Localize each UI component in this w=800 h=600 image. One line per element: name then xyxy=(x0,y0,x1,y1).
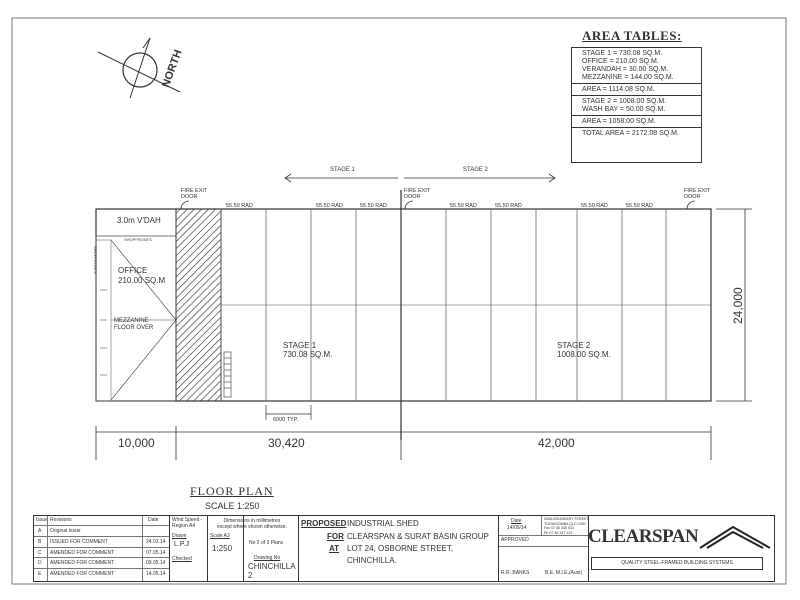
revision-row xyxy=(34,557,169,568)
area-table-line: OFFICE = 210.00 SQ.M. xyxy=(582,58,659,65)
dim-24000: 24,000 xyxy=(731,287,745,324)
area-table-line: MEZZANINE = 144.00 SQ.M. xyxy=(582,74,674,81)
revision-description: ISSUED FOR COMMENT xyxy=(50,538,108,545)
approver-quals: B.E. M.I.E.(Aust) xyxy=(545,570,583,576)
drawing-no-label: Drawing No xyxy=(254,555,281,561)
mezzanine-label: MEZZANINE FLOOR OVER xyxy=(114,318,154,331)
office-label: OFFICE 210.00 SQ.M xyxy=(118,266,166,285)
rad-label: 55.50 RAD xyxy=(495,203,522,209)
shopfronts-label: SHOPFRONTS xyxy=(124,237,152,242)
revision-date: 09.05.14 xyxy=(146,560,166,567)
fire-exit-label: FIRE EXIT DOOR xyxy=(181,188,208,200)
company-tagline: QUALITY STEEL-FRAMED BUILDING SYSTEMS xyxy=(591,557,763,570)
stage1-room-label: STAGE 1 730.08 SQ.M. xyxy=(283,341,333,359)
scale-label: SCALE 1:250 xyxy=(205,501,260,511)
revision-description: Original Issue xyxy=(50,528,81,534)
verandah-label: 3.0m V'DAH xyxy=(117,216,161,225)
approver-name: R.R. BANKS xyxy=(501,570,530,576)
revision-issue: E xyxy=(38,571,42,578)
area-table-line: WASH BAY = 50.00 SQ.M. xyxy=(582,106,666,113)
area-table-block xyxy=(572,96,701,116)
clearspan-logo-text: CLEARSPAN xyxy=(588,526,699,547)
sheet-number: No 2 of 3 Plans xyxy=(249,540,284,546)
revisions-table xyxy=(34,516,169,581)
revision-issue: A xyxy=(38,528,42,534)
area-table-block xyxy=(572,48,701,84)
area-table-line: TOTAL AREA = 2172.08 SQ.M. xyxy=(582,130,679,137)
wind-speed-label: Wind Speed - Region A4 xyxy=(172,517,203,529)
scale-a3-value: 1:250 xyxy=(212,544,233,553)
drawn-label: Drawn xyxy=(172,533,187,539)
portal-lines xyxy=(221,209,711,401)
revision-description: AMENDED FOR COMMENT xyxy=(50,549,115,556)
for-label: FOR xyxy=(327,532,344,541)
revision-issue: C xyxy=(38,549,42,556)
date-value: 14/05/14 xyxy=(507,525,527,531)
area-table-line: STAGE 2 = 1008.00 SQ.M. xyxy=(582,98,667,105)
rad-label: 55.50 RAD xyxy=(226,203,253,209)
revision-row xyxy=(34,525,169,536)
scale-a3-label: Scale A3 xyxy=(210,533,230,539)
north-label: NORTH xyxy=(160,48,185,90)
company-address: 508A BOUNDARY STREET TOOWOOMBA QLD 4350 Fax 07 46 346 531 Ph 07 46 347 122 xyxy=(544,517,589,535)
shopfronts-label: SHOPFRONTS xyxy=(93,246,98,274)
drawing-no-value: CHINCHILLA 2 xyxy=(248,562,296,580)
stage2-span-label: STAGE 2 xyxy=(463,167,488,173)
fire-exit-label: FIRE EXIT DOOR xyxy=(684,188,711,200)
approved-label: APPROVED xyxy=(501,537,529,543)
area-table-block xyxy=(572,84,701,96)
at-value: LOT 24, OSBORNE STREET, xyxy=(347,544,454,553)
at-value-2: CHINCHILLA. xyxy=(347,556,397,565)
area-table xyxy=(571,47,702,163)
revision-date: 14.05.14 xyxy=(146,571,166,578)
dim-30420: 30,420 xyxy=(268,436,305,450)
at-label: AT xyxy=(329,544,340,553)
drawn-value: L.P.J xyxy=(174,541,190,548)
revision-row xyxy=(34,568,169,579)
revision-issue: B xyxy=(38,538,42,545)
area-tables-title: AREA TABLES: xyxy=(582,28,682,43)
revision-row xyxy=(34,547,169,558)
rev-header-issue: Issue xyxy=(36,517,48,523)
rad-label: 55.50 RAD xyxy=(316,203,343,209)
area-table-line: VERANDAH = 30.00 SQ.M. xyxy=(582,66,669,73)
revision-date: 24.03.14 xyxy=(146,538,166,545)
fire-exit-label: FIRE EXIT DOOR xyxy=(404,188,431,200)
rad-label: 55.50 RAD xyxy=(450,203,477,209)
floor-plan-title: FLOOR PLAN xyxy=(190,484,274,498)
rad-label: 55.50 RAD xyxy=(581,203,608,209)
proposed-label: PROPOSED xyxy=(301,519,347,528)
checked-label: Checked xyxy=(172,556,192,562)
hatched-wall xyxy=(176,209,221,401)
for-value: CLEARSPAN & SURAT BASIN GROUP xyxy=(347,532,489,541)
revision-description: AMENDED FOR COMMENT xyxy=(50,560,115,567)
rev-header-date: Date xyxy=(148,517,159,523)
stage1-span-label: STAGE 1 xyxy=(330,167,355,173)
rev-header-revisions: Revisions xyxy=(50,517,72,523)
rad-label: 55.50 RAD xyxy=(360,203,387,209)
rad-label: 55.50 RAD xyxy=(626,203,653,209)
date-label: Date xyxy=(511,518,522,524)
area-table-block xyxy=(572,128,701,139)
revision-row xyxy=(34,536,169,547)
typical-spacing-label: 6000 TYP. xyxy=(273,417,299,423)
proposed-value: INDUSTRIAL SHED xyxy=(347,519,419,528)
area-table-block xyxy=(572,116,701,128)
revision-date: 07.05.14 xyxy=(146,549,166,556)
area-table-line: AREA = 1058.00 SQ.M. xyxy=(582,118,656,125)
revision-description: AMENDED FOR COMMENT xyxy=(50,571,115,578)
area-table-line: AREA = 1114.08 SQ.M. xyxy=(582,86,655,93)
dim-10000: 10,000 xyxy=(118,436,155,450)
stage2-room-label: STAGE 2 1008.00 SQ.M. xyxy=(557,341,611,359)
dim-42000: 42,000 xyxy=(538,436,575,450)
area-table-line: STAGE 1 = 730.08 SQ.M. xyxy=(582,50,663,57)
dimensions-note: Dimensions in millimetres except where shown otherwise. xyxy=(217,518,287,530)
revision-issue: D xyxy=(38,560,42,567)
